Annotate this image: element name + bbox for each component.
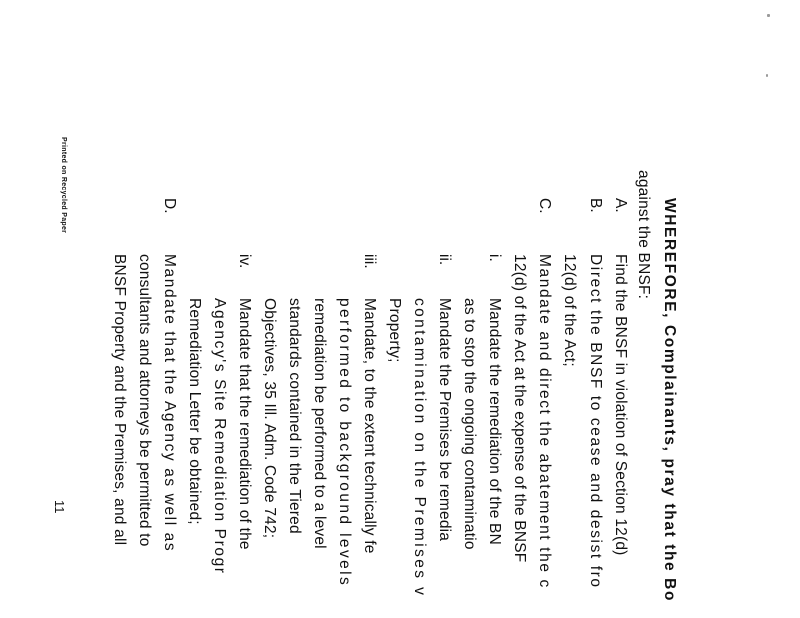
- item-a-marker: A.: [612, 198, 629, 213]
- item-c-ii-continued: contamination on the Premises v: [411, 298, 428, 598]
- item-c-continued: 12(d) of the Act at the expense of the BNSF: [511, 254, 528, 563]
- item-c-i-continued: as to stop the ongoing contaminatio: [461, 298, 478, 550]
- footer-note: Printed on Recycled Paper: [60, 137, 67, 234]
- item-c-iii-text: Mandate, to the extent technically fe: [361, 298, 378, 554]
- item-c-iv-marker: iv.: [236, 254, 253, 269]
- against-line: against the BNSF:: [635, 170, 652, 300]
- item-c-ii-marker: ii.: [436, 254, 453, 266]
- item-b-continued: 12(d) of the Act;: [561, 254, 578, 367]
- item-c-iv-continued-2: Remediation Letter be obtained;: [186, 298, 203, 525]
- item-d-continued-2: BNSF Property and the Premises, and all: [111, 254, 128, 546]
- wherefore-line: [662, 198, 678, 602]
- item-c-i-text: Mandate the remediation of the BN: [486, 298, 503, 545]
- scan-speck: [766, 74, 768, 77]
- item-c-marker: C.: [536, 198, 553, 214]
- page-number: 11: [52, 500, 67, 514]
- scan-speck: [767, 14, 770, 17]
- item-c-i-marker: i.: [486, 254, 503, 262]
- item-c-text: Mandate and direct the abatement the c: [536, 254, 553, 589]
- item-d-continued: consultants and attorneys be permitted to: [136, 254, 153, 547]
- item-b-text: Direct the BNSF to cease and desist fro: [587, 254, 604, 589]
- item-c-ii-continued-2: Property;: [386, 298, 403, 363]
- item-c-iii-marker: iii.: [361, 254, 378, 269]
- item-d-marker: D.: [161, 198, 178, 214]
- item-a-text: Find the BNSF in violation of Section 12(d): [612, 254, 629, 556]
- item-b-marker: B.: [587, 198, 604, 213]
- item-c-iv-text: Mandate that the remediation of the: [236, 298, 253, 550]
- item-c-ii-text: Mandate the Premises be remedia: [436, 298, 453, 542]
- item-c-iii-continued-2: remediation be performed to a level: [311, 298, 328, 549]
- wherefore-text: WHEREFORE, Complainants, pray that the Bo: [661, 198, 678, 603]
- item-c-iii-continued-4: Objectives, 35 Ill. Adm. Code 742;: [261, 298, 278, 539]
- item-c-iii-continued-3: standards contained in the Tiered: [286, 298, 303, 534]
- item-d-text: Mandate that the Agency as well as: [161, 254, 178, 553]
- item-c-iv-continued: Agency's Site Remediation Progr: [211, 298, 228, 575]
- item-c-iii-continued: performed to background levels: [336, 298, 353, 588]
